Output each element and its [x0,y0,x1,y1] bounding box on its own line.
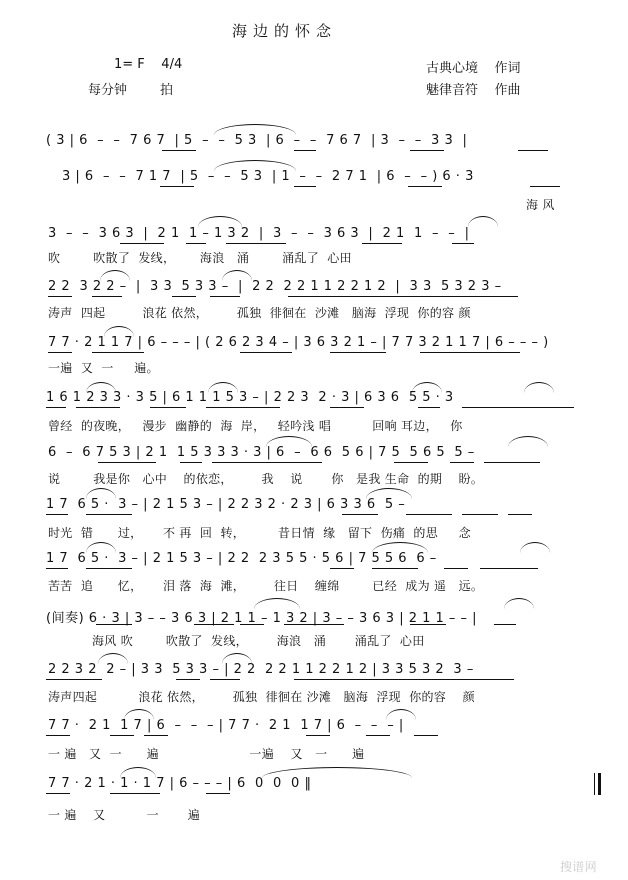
beam [480,568,514,569]
beam [330,352,386,353]
beam [484,462,540,463]
beam [110,793,160,794]
beam [210,679,240,680]
score-line-9-notes: 1 7 6 5 · 3 – | 2 1 5 3 – | 2 2 2 3 5 5 · 5 6 | 7 5 5 6 6 – [46,551,437,566]
tie-arc [86,542,116,553]
beam [180,462,202,463]
final-barline-thick [598,773,601,795]
score-line-3-notes: 3 – – 3 6 3 | 2 1 1 – 1 3 2 | 3 – – 3 6 3 | 2 1 1 – – | [48,226,470,241]
score-line-11-lyrics: 涛声四起 浪花 依然， 孤独 徘徊在 沙滩 脑海 浮现 你的容 颜 [48,690,475,704]
beam [186,243,206,244]
beam [144,735,168,736]
beam [444,568,468,569]
beam [514,568,538,569]
tie-arc [266,436,312,447]
beam [410,150,444,151]
beam [240,352,292,353]
score-line-12-notes: 7 7 · 2 1 1 7 | 6 – – – | 7 7 · 2 1 1 7 | 6 – – – | [48,718,404,733]
beam [288,296,518,297]
beam [172,296,196,297]
beam [46,514,68,515]
tempo-label: 每分钟 拍 [88,83,174,98]
beam [362,243,402,244]
beam [212,462,322,463]
score-line-8-notes: 1 7 6 5 · 3 – | 2 1 5 3 – | 2 2 3 2 · 2 3 | 6 3 3 6 5 – [46,497,406,512]
tie-arc [508,436,548,447]
watermark: 搜谱网 [560,860,597,874]
beam [92,352,144,353]
beam [530,186,560,187]
beam [206,793,230,794]
score-line-5-notes: 7 7 · 2 1 1 7 | 6 – – – | ( 2 6 2 3 4 – | 3 6 3 2 1 – | 7 7 3 2 1 1 7 | 6 – – – ) [48,335,549,350]
score-line-6-notes: 1 6 1 2 3 3 · 3 5 | 6 1 1 1 5 3 – | 2 2 3 2 · 3 | 6 3 6 5 5 · 3 [46,390,454,405]
score-line-8-lyrics: 时光 错 过， 不 再 回 转， 昔日情 缘 留下 伤痛 的思 念 [48,526,471,540]
composer-credit: 魅律音符 作曲 [426,83,521,98]
tie-arc [520,542,550,553]
beam [206,407,280,408]
beam [46,679,102,680]
beam [284,624,344,625]
beam [294,150,316,151]
beam [406,514,452,515]
tie-arc [86,382,116,393]
score-line-5-lyrics: 一遍 又 一 遍。 [48,361,159,375]
beam [420,352,520,353]
tie-arc [120,767,156,778]
beam [96,624,132,625]
song-title: 海边的怀念 [232,22,338,40]
beam [92,296,122,297]
beam [120,243,164,244]
score-line-7-notes: 6 – 6 7 5 3 | 2 1 1 5 3 3 3 · 3 | 6 – 6 6 5 6 | 7 5 5 6 5 5 – [48,445,475,460]
tie-arc [86,488,116,499]
beam [462,514,498,515]
tie-arc [222,270,252,281]
tie-arc [104,326,134,337]
beam [330,568,354,569]
final-barline-thin [594,773,595,795]
score-line-2-lyrics: 海 风 [526,198,555,212]
tie-arc [124,709,154,720]
beam [86,568,132,569]
tie-arc [524,382,554,393]
beam [450,462,474,463]
score-line-13-lyrics: 一 遍 又 一 遍 [48,808,201,822]
score-line-4-lyrics: 涛声 四起 浪花 依然， 孤独 徘徊在 沙滩 脑海 浮现 你的容 颜 [48,306,471,320]
beam [462,407,574,408]
score-line-9-lyrics: 苦苦 追 忆， 泪 落 海 滩， 往日 缠绵 已经 成为 遥 远。 [48,579,484,593]
beam [294,679,514,680]
score-line-13-notes: 7 7 · 2 1 · 1 · 1 7 | 6 – – – | 6 0 0 0 ‖ [48,776,312,791]
beam [48,296,72,297]
beam [162,150,196,151]
beam [226,243,286,244]
tie-arc [208,382,238,393]
beam [194,624,234,625]
tie-arc [372,542,428,553]
beam [48,352,72,353]
tie-arc [262,767,412,778]
beam [366,735,390,736]
beam [418,407,440,408]
beam [372,568,418,569]
beam [452,243,474,244]
tie-arc [504,598,534,609]
score-line-4-notes: 2 2 3 2 2 – | 3 3 5 3 3 – | 2 2 2 2 1 1 2 2 1 2 | 3 3 5 3 2 3 – [48,279,502,294]
beam [150,407,186,408]
tie-arc [100,270,130,281]
tie-arc [366,488,412,499]
tie-arc [198,216,242,227]
key-time-signature: 1= F 4/4 [114,57,183,72]
beam [306,735,330,736]
tie-arc [386,709,416,720]
beam [46,793,70,794]
score-line-11-notes: 2 2 3 2 2 – | 3 3 5 3 3 – | 2 2 2 2 1 1 2 2 1 2 | 3 3 5 3 2 3 – [48,662,474,677]
beam [518,150,548,151]
beam [494,624,516,625]
beam [294,186,316,187]
beam [76,407,120,408]
beam [330,407,364,408]
score-line-1-notes: ( 3 | 6 – – 7 6 7 | 5 – – 5 3 | 6 – – 7 6 7 | 3 – – 3 3 | [46,133,468,148]
score-line-12-lyrics: 一 遍 又 一 遍 一遍 又 一 遍 [48,747,365,761]
tie-arc [222,653,252,664]
beam [46,407,66,408]
beam [508,514,532,515]
score-line-7-lyrics: 说 我是你 心中 的依恋， 我 说 你 是我 生命 的期 盼。 [48,472,484,486]
score-line-10-notes: (间奏) 6 · 3 | 3 – – 3 6 3 | 2 1 1 – 1 3 2 | 3 – – 3 6 3 | 2 1 1 – – | [46,611,478,626]
beam [176,679,200,680]
beam [210,296,240,297]
beam [46,735,70,736]
beam [110,735,134,736]
beam [414,735,438,736]
beam [342,514,378,515]
beam [160,186,194,187]
tie-arc [468,216,498,227]
score-line-3-lyrics: 吹 吹散了 发线， 海浪 涌 涌乱了 心田 [48,251,352,265]
score-line-6-lyrics: 曾经 的夜晚， 漫步 幽静的 海 岸， 轻吟浅 唱 回响 耳边， 你 [48,419,463,433]
tie-arc [214,160,296,171]
beam [240,624,264,625]
tie-arc [214,124,296,135]
score-line-2-notes: 3 | 6 – – 7 1 7 | 5 – – 5 3 | 1 – – 2 7 1 | 6 – – ) 6 · 3 [62,169,474,184]
beam [98,462,156,463]
tie-arc [254,598,300,609]
beam [410,624,446,625]
beam [86,514,132,515]
score-line-10-lyrics: 海风 吹 吹散了 发线， 海浪 涌 涌乱了 心田 [92,634,425,648]
tie-arc [412,382,442,393]
beam [46,568,68,569]
beam [394,462,428,463]
tie-arc [98,653,128,664]
beam [408,186,442,187]
lyricist-credit: 古典心境 作词 [426,61,521,76]
